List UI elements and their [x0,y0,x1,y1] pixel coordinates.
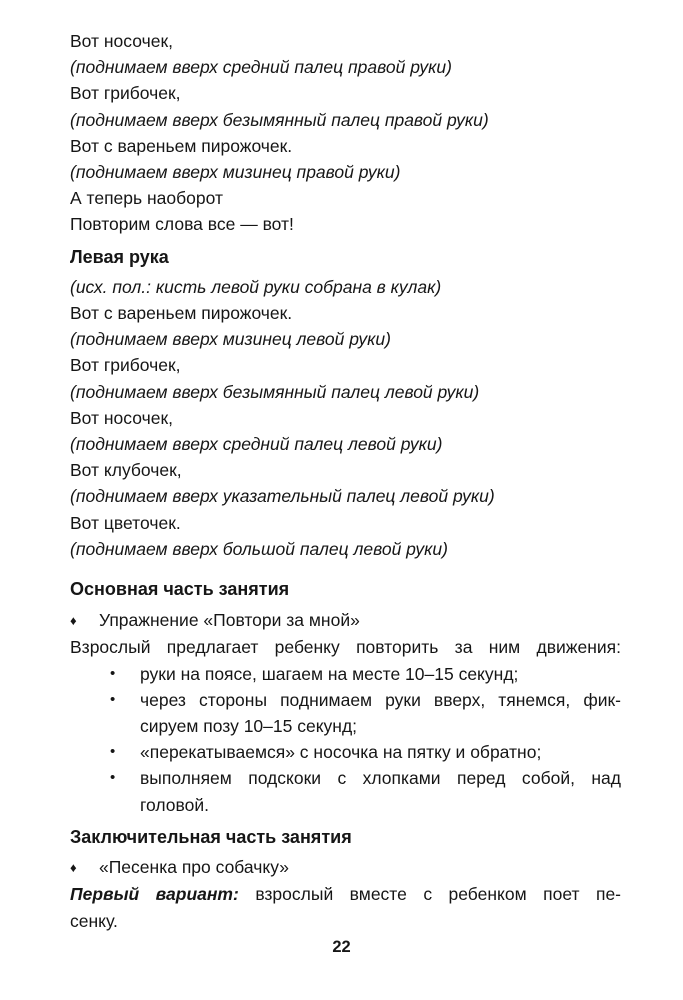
bullet-icon: • [110,664,116,682]
heading-left-hand: Левая рука [70,246,169,267]
poem-line: Вот с вареньем пирожочек. [70,303,293,324]
poem-line: А теперь наоборот [70,188,223,209]
exercise-title-line [70,607,621,634]
song-title-line [70,854,621,881]
instruction-line: (поднимаем вверх большой палец левой руки) [70,538,448,559]
list-item [70,661,621,687]
bullet-icon: • [110,743,116,761]
variant-text-line: сенку. [70,910,118,931]
diamond-bullet-icon: ♦ [70,860,77,876]
list-item [70,765,621,817]
list-item-line: «перекатываемся» с носочка на пятку и обратно; [140,742,542,763]
list-item-line: головой. [140,794,209,815]
variant-text-line [70,881,621,907]
poem-line: Вот цветочек. [70,512,181,533]
instruction-line: (поднимаем вверх мизинец левой руки) [70,329,391,350]
poem-left-hand [70,274,621,562]
poem-line: Вот грибочек, [70,83,181,104]
intro-paragraph: Взрослый предлагает ребенку повторить за ним движения: [70,637,621,658]
poem-line: Вот клубочек, [70,460,182,481]
movement-list [70,661,621,818]
poem-line: Повторим слова все — вот! [70,214,294,235]
heading-final-part: Заключительная часть занятия [70,826,352,847]
diamond-bullet-icon: ♦ [70,613,77,629]
variant-paragraph [70,881,621,933]
variant-text: взрослый вместе с ребенком поет пе- [255,884,621,905]
instruction-line: (поднимаем вверх безымянный палец левой руки) [70,381,480,402]
page-number: 22 [332,938,351,956]
list-item-line: сируем позу 10–15 секунд; [140,716,358,737]
instruction-line: (поднимаем вверх безымянный палец правой руки) [70,109,489,130]
poem-line: Вот с вареньем пирожочек. [70,135,293,156]
heading-main-part: Основная часть занятия [70,579,290,600]
bullet-icon: • [110,769,116,787]
instruction-line: (поднимаем вверх средний палец левой руки) [70,434,443,455]
instruction-line: (поднимаем вверх средний палец правой руки) [70,57,452,78]
list-item-line: выполняем подскоки с хлопками перед собой, над [140,768,621,789]
exercise-title: Упражнение «Повтори за мной» [99,610,360,631]
list-item [70,687,621,739]
song-title: «Песенка про собачку» [99,857,289,878]
list-item-line: через стороны поднимаем руки вверх, тянемся, фик- [140,689,621,710]
list-item [70,739,621,765]
bullet-icon: • [110,690,116,708]
instruction-line: (поднимаем вверх указательный палец левой руки) [70,486,495,507]
poem-line: Вот носочек, [70,31,173,51]
variant-label: Первый вариант: [70,884,239,905]
instruction-line: (исх. пол.: кисть левой руки собрана в кулак) [70,276,442,297]
instruction-line: (поднимаем вверх мизинец правой руки) [70,162,401,183]
poem-line: Вот грибочек, [70,355,181,376]
list-item-line: руки на поясе, шагаем на месте 10–15 секунд; [140,663,519,684]
poem-line: Вот носочек, [70,407,173,428]
poem-right-hand-ending [70,28,621,238]
